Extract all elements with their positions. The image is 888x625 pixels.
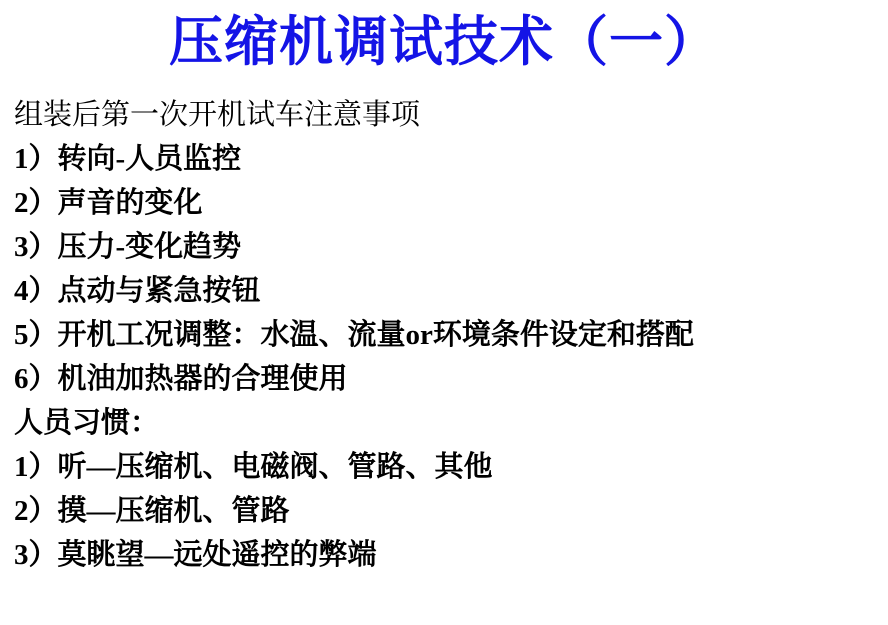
- slide-body: [0, 93, 888, 577]
- list-item-text: 莫眺望—远处遥控的弊端: [57, 538, 377, 571]
- list-item: [14, 533, 880, 577]
- list-item: [14, 357, 880, 401]
- list-item-number: 6）: [14, 362, 58, 395]
- list-item-text: 组装后第一次开机试车注意事项: [14, 98, 421, 131]
- list-item-text: 压力-变化趋势: [57, 230, 242, 263]
- section-heading: [14, 401, 880, 445]
- list-item: [14, 137, 880, 181]
- list-item-number: 2）: [14, 186, 58, 219]
- slide-canvas: [0, 14, 888, 625]
- list-item-number: 1）: [14, 142, 58, 175]
- list-item: [14, 225, 880, 269]
- list-item: [14, 93, 880, 137]
- list-item-text: 转向-人员监控: [57, 142, 242, 175]
- list-item-number: 1）: [14, 450, 58, 483]
- list-item-text: 听—压缩机、电磁阀、管路、其他: [57, 450, 493, 483]
- section-heading-text: 人员习惯：: [14, 406, 160, 439]
- list-item-number: 3）: [14, 538, 58, 571]
- list-item-text: 摸—压缩机、管路: [57, 494, 290, 527]
- list-item: [14, 181, 880, 225]
- list-item-number: 3）: [14, 230, 58, 263]
- list-item: [14, 269, 880, 313]
- list-item-number: 5）: [14, 318, 58, 351]
- list-item: [14, 489, 880, 533]
- list-item-number: 2）: [14, 494, 58, 527]
- list-item-text: 声音的变化: [57, 186, 203, 219]
- list-item: [14, 445, 880, 489]
- list-item: [14, 313, 880, 357]
- list-item-text: 点动与紧急按钮: [57, 274, 261, 307]
- list-item-text: 开机工况调整：水温、流量or环境条件设定和搭配: [57, 318, 694, 351]
- list-item-text: 机油加热器的合理使用: [57, 362, 348, 395]
- list-item-number: 4）: [14, 274, 58, 307]
- page-title: 压缩机调试技术（一）: [169, 12, 719, 72]
